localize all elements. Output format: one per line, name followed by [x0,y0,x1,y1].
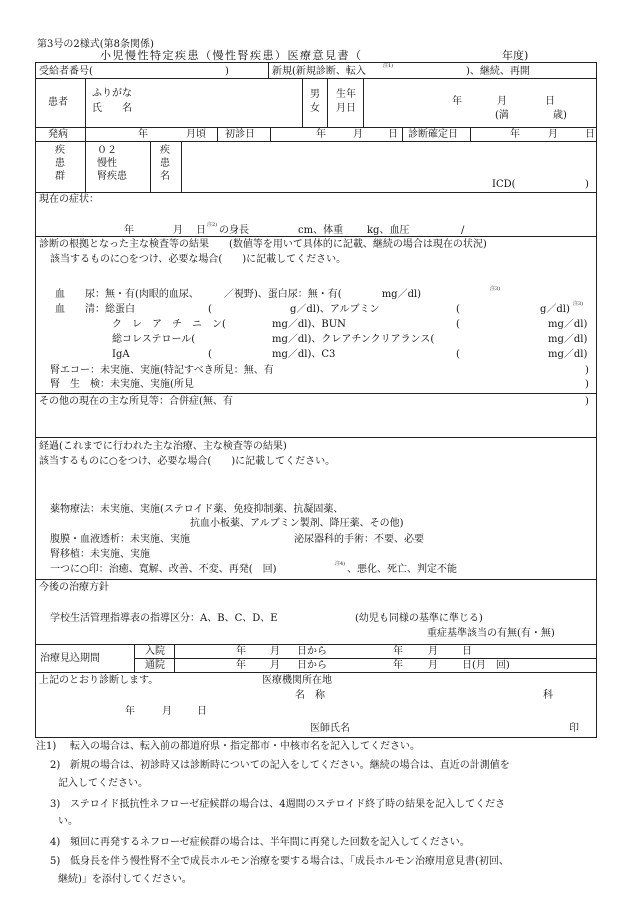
note-3-num: 3) [50,799,61,810]
note-ref-4: 注4) [335,561,346,567]
department-label: 科 [543,690,553,701]
inpatient-year-to: 年 [393,646,403,657]
tests-instruction: 該当するものに○をつけ、必要な場合( )に記載してください。 [50,254,347,265]
symptoms-year: 年 [124,225,134,236]
sign-month: 月 [162,706,172,717]
cholesterol-label: 総コレステロール( [112,334,196,345]
inpatient-month: 月 [270,646,280,657]
diagnosis-year: 年 [510,129,520,140]
outpatient-year: 年 [236,660,246,671]
weight-label: cm、体重 [298,225,344,236]
note-ref-2: 注2) [207,222,218,228]
diagnosis-day: 日 [585,129,595,140]
outpatient-year-to: 年 [393,660,403,671]
institution-name-label: 名 称 [295,690,325,701]
patient-label: 患者 [48,97,68,108]
note-4-num: 4) [50,837,61,848]
bp-slash: / [461,225,465,236]
disease-name-label-1: 疾 [160,145,170,156]
note-4-text: 頻回に再発するネフローゼ症候群の場合は、半年間に再発した回数を記入してください。 [70,837,470,848]
dob-month: 月 [497,96,507,107]
height-label: の身長 [219,225,249,236]
symptoms-day: 日 [196,225,206,236]
diagnosis-month: 月 [548,129,558,140]
biopsy-close: ) [585,379,589,390]
plan-heading: 今後の治療方針 [39,582,109,593]
inpatient-month-to: 月 [428,646,438,657]
first-visit-month: 月 [353,129,363,140]
serum-label: 血 清：総蛋白 [55,304,135,315]
first-visit-label: 初診日 [225,129,255,140]
sex-male: 男 [310,89,320,100]
first-visit-year: 年 [316,129,326,140]
outpatient-month: 月 [270,660,280,671]
age-label: (満 [495,110,509,121]
albumin-label: g／dl)、アルブミン [290,304,380,315]
seal-label: 印 [569,723,579,734]
note-2-text-2: 記入してください。 [58,778,148,789]
note-1-num: 注1) [36,741,57,752]
diagnosed-statement: 上記のとおり診断します。 [39,675,159,686]
echo-close: ) [585,365,589,376]
echo-label: 腎エコー：未実施、実施(特記すべき所見：無、有 [50,365,274,376]
outpatient-from: 日から [297,660,327,671]
disease-group-name-1: 慢性 [97,158,117,169]
inpatient-label: 入院 [145,646,165,657]
iga-label: IgA [112,349,130,360]
dob-label-1: 生年 [336,89,356,100]
onset-month: 月頃 [186,129,206,140]
symptoms-month: 月 [173,225,183,236]
note-3-text: ステロイド抵抗性ネフローゼ症候群の場合は、4週間のステロイド終了時の結果を記入してくださ [70,799,506,810]
inpatient-year: 年 [236,646,246,657]
drug-therapy-2: 抗血小板薬、アルブミン製剤、降圧薬、その他) [190,518,404,529]
note-2-text: 新規の場合は、初診時又は診断時についての記入をしてください。継続の場合は、直近の計測値を [70,760,510,771]
outpatient-label: 通院 [145,660,165,671]
note-ref-3a: 注3) [490,286,501,292]
disease-group-name-2: 腎疾患 [97,171,127,182]
serum-protein-open: ( [208,304,212,315]
outcome-label: 一つに○印：治癒、寛解、改善、不変、再発( 回) [50,564,277,575]
furigana-label: ふりがな [92,88,132,99]
biopsy-label: 腎 生 検：未実施、実施(所見 [50,379,194,390]
disease-name-label-2: 患 [160,158,170,169]
disease-group-label-1: 疾 [55,145,65,156]
symptoms-label: 現在の症状： [39,194,99,205]
sign-year: 年 [125,706,135,717]
ccr-label: mg／dl)、クレアチンクリアランス( [272,334,435,345]
albumin-open: ( [456,304,460,315]
disease-group-label-3: 群 [55,171,65,182]
school-guidance: 学校生活管理指導表の指導区分：A、B、C、D、E [50,613,278,624]
dialysis-label: 腹膜・血液透析：未実施、実施 [50,534,190,545]
disease-group-code: ０２ [97,145,117,156]
bun-unit: mg／dl) [548,319,588,330]
course-instruction: 該当するものに○をつけ、必要な場合( )に記載してください。 [39,456,336,467]
other-findings-close: ) [585,396,589,407]
outcome-label-2: 、悪化、死亡、判定不能 [347,564,457,575]
diagnosis-date-label: 診断確定日 [408,129,458,140]
doctor-name-label: 医師氏名 [310,723,350,734]
bun-label: mg／dl)、BUN [272,319,346,330]
page-title: 小児慢性特定疾患（慢性腎疾患）医療意見書（ [100,49,363,62]
form-label: 第3号の2様式(第8条関係) [37,39,154,50]
title-year: 年度) [502,49,529,62]
course-heading: 経過(これまでに行われた主な治療、主な検査等の結果) [39,441,287,452]
sign-day: 日 [197,706,207,717]
note-ref-3b: 注3) [573,301,584,307]
dob-day: 日 [545,96,555,107]
note-1-text: 転入の場合は、転入前の都道府県・指定都市・中核市名を記入してください。 [70,741,420,752]
urine-test: 血 尿：無・有(肉眼的血尿、 ／視野)、蛋白尿：無・有( mg／dl) [55,289,422,300]
inpatient-day-to: 日 [462,646,472,657]
other-findings-label: その他の現在の主な所見等：合併症(無、有 [39,396,233,407]
inpatient-from: 日から [297,646,327,657]
icd-close: ) [585,179,589,190]
dob-label-2: 月日 [336,103,356,114]
dob-year: 年 [452,96,462,107]
outpatient-day-times: 日(月 回) [462,660,510,671]
name-label: 氏 名 [92,103,132,114]
note-2-num: 2) [50,760,61,771]
severe-criteria: 重症基準該当の有無(有・無) [427,628,555,639]
sex-female: 女 [310,103,320,114]
period-label: 治療見込期間 [40,653,100,664]
note-ref-1: 注1) [383,63,394,69]
institution-address-label: 医療機関所在地 [262,675,332,686]
outpatient-month-to: 月 [428,660,438,671]
note-5-text-2: 継続)」を添付してください。 [58,874,192,885]
infant-note: (幼児も同様の基準に準じる) [355,613,483,624]
recipient-number-close: ) [225,66,229,77]
note-5-num: 5) [50,856,61,867]
onset-label: 発病 [48,129,68,140]
onset-year: 年 [138,129,148,140]
note-3-text-2: い。 [58,816,78,827]
transplant-label: 腎移植：未実施、実施 [50,549,150,560]
c3-unit: mg／dl) [548,349,588,360]
tests-heading: 診断の根拠となった主な検査等の結果 (数値等を用いて具体的に記載、継続の場合は現在の状況) [39,239,487,250]
urology-label: 泌尿器科的手術：不要、必要 [294,534,424,545]
age-unit: 歳) [553,110,567,121]
application-new-label: 新規(新規診断、転入 [272,66,366,77]
creatinine-label: ク レ ア チ ニ ン( [112,319,226,330]
bp-label: kg、血圧 [367,225,410,236]
first-visit-day: 日 [388,129,398,140]
icd-label: ICD( [492,179,516,190]
bun-open: ( [456,319,460,330]
recipient-number-label: 受給者番号( [39,66,93,77]
disease-group-label-2: 患 [55,158,65,169]
albumin-unit: g／dl) [540,304,570,315]
application-continue-label: )、継続、再開 [466,66,530,77]
disease-name-label-3: 名 [160,171,170,182]
note-5-text: 低身長を伴う慢性腎不全で成長ホルモン治療を要する場合は、「成長ホルモン治療用意見書(初回、 [70,856,509,867]
c3-label: mg／dl)、C3 [272,349,336,360]
drug-therapy: 薬物療法：未実施、実施(ステロイド薬、免疫抑制薬、抗凝固薬、 [50,504,344,515]
c3-open: ( [456,349,460,360]
iga-open: ( [208,349,212,360]
ccr-unit: mg／dl) [548,334,588,345]
